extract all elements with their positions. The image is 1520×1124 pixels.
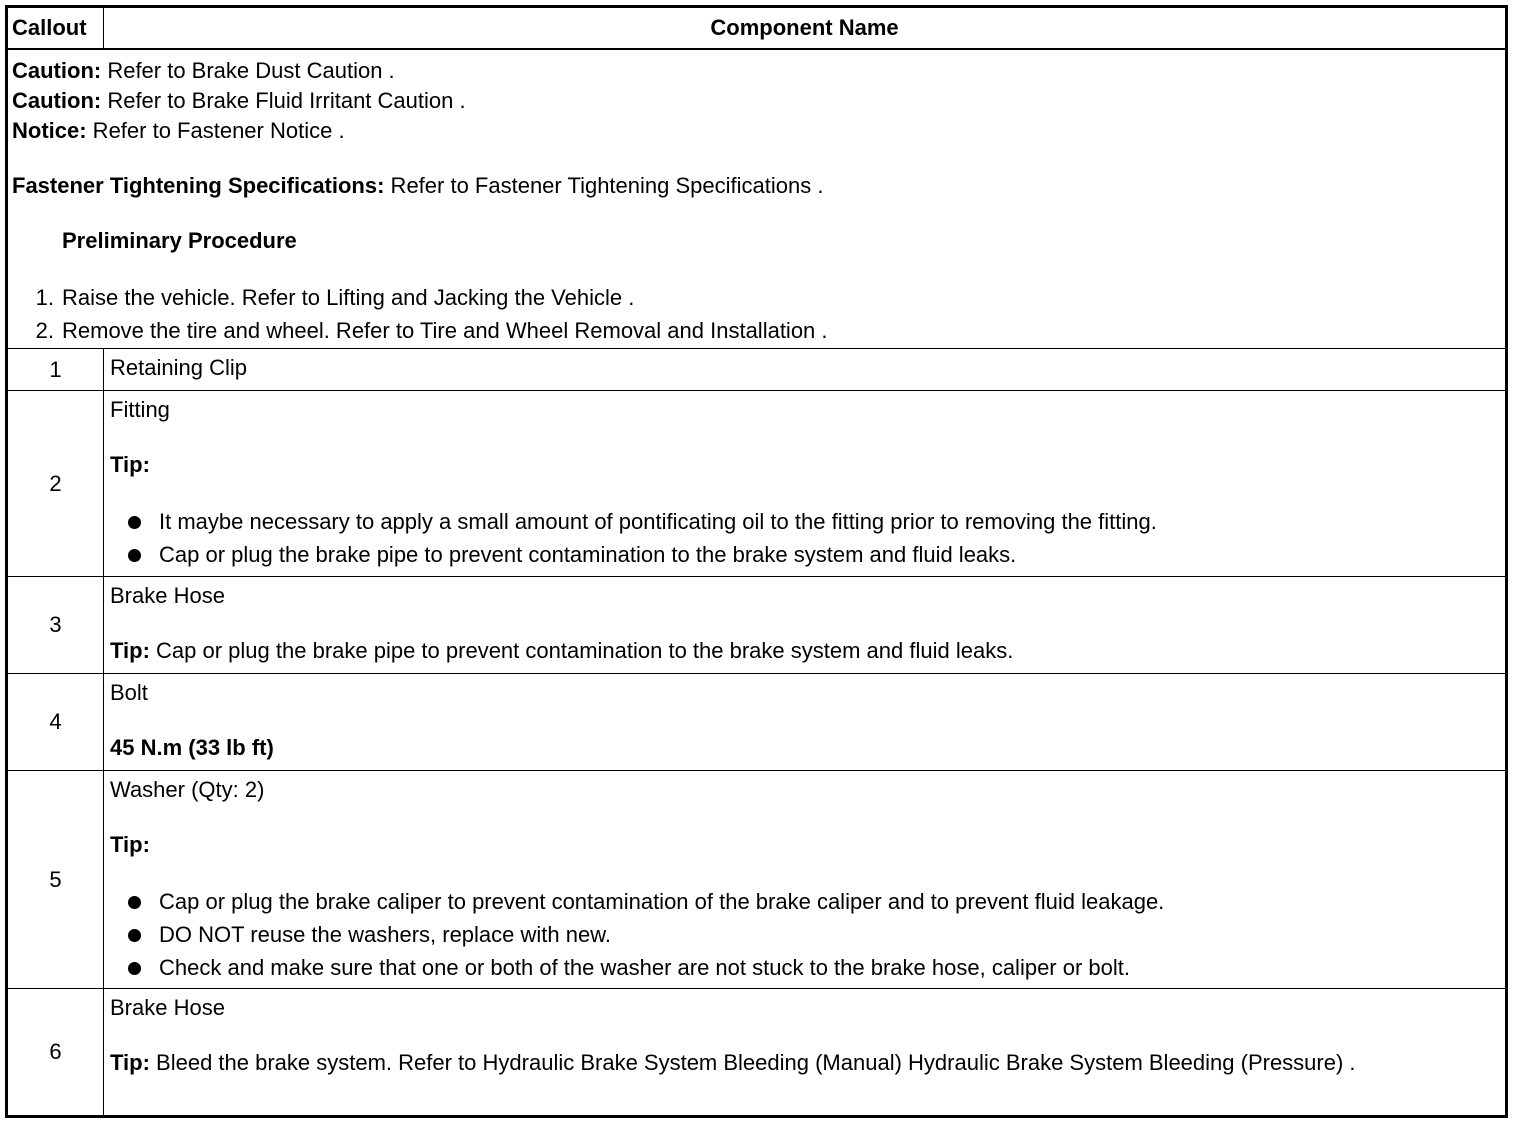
fastener-text: Refer to Fastener Tightening Specifications . [384, 173, 824, 198]
component-table [5, 5, 1508, 1118]
notice-line [12, 116, 1501, 146]
list-item [128, 505, 1499, 538]
tip-label: Tip: [110, 832, 150, 857]
list-item [128, 918, 1499, 951]
caution-line [12, 56, 1501, 86]
component-name: Brake Hose [110, 583, 225, 608]
component-name: Bolt [110, 680, 148, 705]
notice-label: Notice: [12, 118, 87, 143]
table-row [8, 349, 1505, 391]
tip-text: It maybe necessary to apply a small amount of pontificating oil to the fitting prior to removing the fitting. [159, 509, 1157, 534]
caution-text: Refer to Brake Fluid Irritant Caution . [101, 88, 466, 113]
preamble [8, 50, 1505, 348]
component-cell [104, 577, 1505, 673]
step-number: 2. [35, 318, 54, 343]
tip-line [110, 636, 1499, 666]
caution-line [12, 86, 1501, 116]
component-cell [104, 771, 1505, 988]
table-row [8, 577, 1505, 674]
procedure-step [12, 281, 1501, 314]
tip-text: Cap or plug the brake pipe to prevent contamination to the brake system and fluid leaks. [159, 542, 1017, 567]
tip-text: DO NOT reuse the washers, replace with new. [159, 922, 612, 947]
caution-text: Refer to Brake Dust Caution . [101, 58, 395, 83]
tip-list [110, 885, 1499, 984]
table-row [8, 989, 1505, 1115]
callout-cell: 2 [8, 391, 104, 576]
list-item [128, 538, 1499, 571]
bullet-icon [128, 929, 141, 942]
fastener-line [12, 171, 1501, 201]
bullet-icon [128, 549, 141, 562]
tip-label: Tip: [110, 638, 150, 663]
step-text: Remove the tire and wheel. Refer to Tire and Wheel Removal and Installation . [62, 318, 828, 343]
bullet-icon [128, 516, 141, 529]
tip-text: Cap or plug the brake pipe to prevent contamination to the brake system and fluid leaks. [149, 638, 1014, 663]
step-number: 1. [35, 285, 54, 310]
caution-label: Caution: [12, 88, 102, 113]
step-text: Raise the vehicle. Refer to Lifting and Jacking the Vehicle . [62, 285, 635, 310]
callout-header: Callout [8, 8, 104, 48]
tip-list [110, 505, 1499, 571]
preliminary-title: Preliminary Procedure [62, 228, 297, 253]
callout-cell: 4 [8, 674, 104, 770]
component-name: Retaining Clip [110, 355, 247, 380]
tip-text: Bleed the brake system. Refer to Hydraulic Brake System Bleeding (Manual) Hydraulic Brake System Bleeding (Pressure) . [149, 1050, 1356, 1075]
tip-label: Tip: [110, 1050, 150, 1075]
notice-text: Refer to Fastener Notice . [86, 118, 345, 143]
torque-spec: 45 N.m (33 lb ft) [110, 735, 274, 760]
fastener-label: Fastener Tightening Specifications: [12, 173, 385, 198]
caution-label: Caution: [12, 58, 102, 83]
list-item [128, 951, 1499, 984]
component-cell [104, 674, 1505, 770]
tip-line [110, 1048, 1499, 1078]
component-name: Brake Hose [110, 995, 225, 1020]
component-name: Fitting [110, 397, 170, 422]
component-cell [104, 989, 1505, 1115]
callout-cell: 5 [8, 771, 104, 988]
callout-cell: 1 [8, 349, 104, 390]
tip-label: Tip: [110, 452, 150, 477]
list-item [128, 885, 1499, 918]
component-name-header: Component Name [710, 15, 899, 40]
tip-text: Cap or plug the brake caliper to prevent contamination of the brake caliper and to prevent fluid leakage. [159, 889, 1165, 914]
table-row [8, 674, 1505, 771]
preamble-row [8, 50, 1505, 349]
procedure-step [12, 314, 1501, 347]
callout-cell: 6 [8, 989, 104, 1115]
bullet-icon [128, 962, 141, 975]
table-row [8, 391, 1505, 577]
tip-text: Check and make sure that one or both of the washer are not stuck to the brake hose, caliper or bolt. [159, 955, 1130, 980]
table-row [8, 771, 1505, 989]
component-name: Washer (Qty: 2) [110, 777, 265, 802]
table-header [8, 8, 1505, 50]
callout-cell: 3 [8, 577, 104, 673]
bullet-icon [128, 896, 141, 909]
component-cell [104, 391, 1505, 576]
